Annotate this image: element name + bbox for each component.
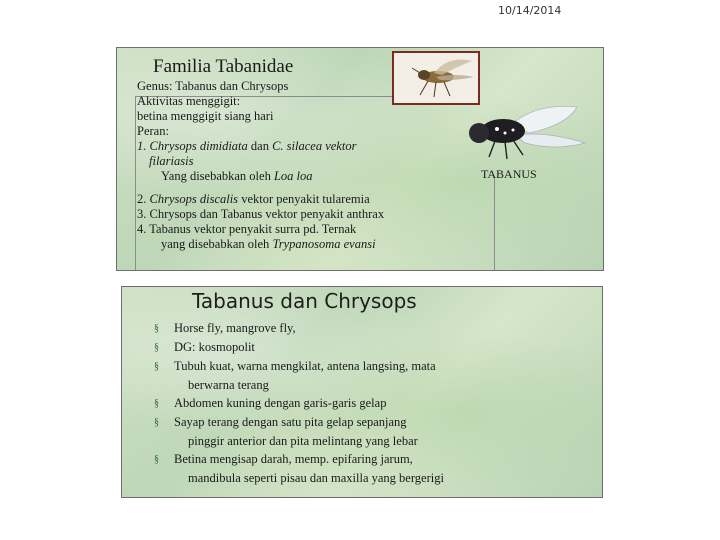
list-item-2: 2. Chrysops discalis vektor penyakit tularemia — [137, 192, 370, 206]
bullet-list — [154, 319, 444, 487]
bullet-icon: § — [154, 417, 159, 428]
frame-line-left — [135, 96, 136, 270]
slide1-body — [137, 79, 384, 252]
list-item-3: 3. Chrysops dan Tabanus vektor penyakit anthrax — [137, 207, 385, 221]
list-item: § Betina mengisap darah, memp. epifaring jarum, mandibula seperti pisau dan maxilla yang bergerigi — [154, 452, 444, 485]
bullet-icon: § — [154, 398, 159, 409]
list-item-1: 1. Chrysops dimidiata dan C. silacea vektor — [137, 139, 357, 153]
list-item-1-cont: filariasis — [149, 154, 194, 168]
body-line: Peran: — [137, 124, 169, 138]
list-item-1-cause: Yang disebabkan oleh Loa loa — [161, 169, 313, 183]
fly-photo-icon — [392, 51, 480, 105]
date-stamp: 10/14/2014 — [498, 4, 562, 17]
bullet-icon: § — [154, 454, 159, 465]
tabanus-photo-icon — [455, 103, 591, 165]
bullet-icon: § — [154, 323, 159, 334]
image-caption: TABANUS — [481, 167, 537, 181]
slide-familia-tabanidae — [116, 47, 604, 271]
slide1-title: Familia Tabanidae — [153, 56, 294, 77]
body-line: betina menggigit siang hari — [137, 109, 274, 123]
body-line: Aktivitas menggigit: — [137, 94, 241, 108]
list-item: § Abdomen kuning dengan garis-garis gelap — [154, 394, 444, 413]
list-item: § Horse fly, mangrove fly, — [154, 319, 444, 338]
bullet-icon: § — [154, 361, 159, 372]
body-line: Genus: Tabanus dan Chrysops — [137, 79, 289, 93]
list-item: § DG: kosmopolit — [154, 338, 444, 357]
list-item-4: 4. Tabanus vektor penyakit surra pd. Ternak — [137, 222, 357, 236]
slide2-title: Tabanus dan Chrysops — [192, 289, 417, 313]
frame-line-right — [494, 176, 495, 270]
bullet-icon: § — [154, 342, 159, 353]
slide-tabanus-dan-chrysops — [121, 286, 603, 498]
list-item: § Sayap terang dengan satu pita gelap sepanjang pinggir anterior dan pita melintang yang lebar — [154, 415, 418, 448]
list-item: § Tubuh kuat, warna mengkilat, antena langsing, mata berwarna terang — [154, 359, 436, 392]
list-item-4-cont: yang disebabkan oleh Trypanosoma evansi — [161, 237, 376, 251]
